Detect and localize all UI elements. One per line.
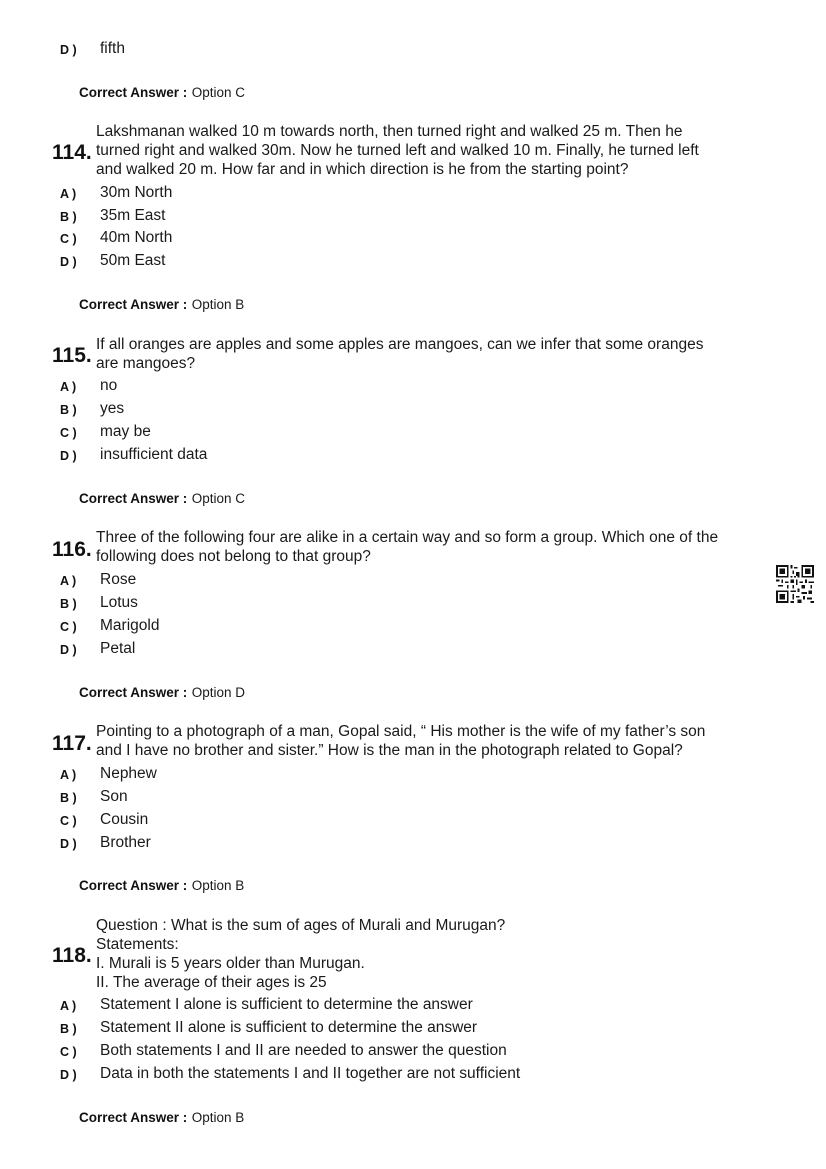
option-letter: B )	[60, 210, 77, 224]
correct-answer-row	[79, 1109, 244, 1127]
option-letter: C )	[60, 620, 77, 634]
question-text-line: Three of the following four are alike in a certain way and so form a group. Which one of the	[96, 529, 719, 546]
correct-answer-row	[79, 296, 244, 314]
option-text: fifth	[100, 40, 125, 57]
option-letter: C )	[60, 1045, 77, 1059]
option-text: 35m East	[100, 207, 166, 224]
question-number: 115.	[52, 344, 92, 367]
correct-answer-label: Correct Answer :	[79, 85, 188, 100]
option-text: Statement I alone is sufficient to determine the answer	[100, 996, 473, 1013]
correct-answer-row	[79, 877, 244, 895]
option-letter: A )	[60, 999, 77, 1013]
option-letter: A )	[60, 380, 77, 394]
option-letter: C )	[60, 232, 77, 246]
question-number: 118.	[52, 944, 92, 967]
correct-answer-value: Option C	[191, 85, 246, 100]
correct-answer-value: Option C	[191, 491, 246, 506]
option-text: yes	[100, 400, 125, 417]
question-text-line: I. Murali is 5 years older than Murugan.	[96, 955, 365, 972]
option-letter: B )	[60, 403, 77, 417]
question-text-line: Pointing to a photograph of a man, Gopal said, “ His mother is the wife of my father’s son	[96, 723, 706, 740]
option-text: Lotus	[100, 594, 138, 611]
option-text: 40m North	[100, 229, 173, 246]
option-text: Data in both the statements I and II together are not sufficient	[100, 1065, 521, 1082]
question-number: 117.	[52, 732, 92, 755]
option-text: Son	[100, 788, 128, 805]
question-text-line: If all oranges are apples and some apples are mangoes, can we infer that some oranges	[96, 336, 704, 353]
correct-answer-label: Correct Answer :	[79, 878, 188, 893]
option-letter: D )	[60, 449, 77, 463]
option-text: Marigold	[100, 617, 160, 634]
correct-answer-label: Correct Answer :	[79, 297, 188, 312]
option-text: Cousin	[100, 811, 149, 828]
option-letter: B )	[60, 1022, 77, 1036]
question-text-line: are mangoes?	[96, 355, 196, 372]
question-text-line: and I have no brother and sister.” How is the man in the photograph related to Gopal?	[96, 742, 683, 759]
correct-answer-row	[79, 84, 245, 102]
question-text-line: Question : What is the sum of ages of Murali and Murugan?	[96, 917, 506, 934]
option-text: may be	[100, 423, 151, 440]
option-text: insufficient data	[100, 446, 208, 463]
option-text: Nephew	[100, 765, 157, 782]
option-text: no	[100, 377, 118, 394]
option-letter: B )	[60, 597, 77, 611]
option-letter: A )	[60, 574, 77, 588]
option-text: 50m East	[100, 252, 166, 269]
option-letter: C )	[60, 426, 77, 440]
option-letter: D )	[60, 837, 77, 851]
option-letter: D )	[60, 43, 77, 57]
question-number: 114.	[52, 141, 92, 164]
option-text: Rose	[100, 571, 137, 588]
option-text: 30m North	[100, 184, 173, 201]
question-text-line: and walked 20 m. How far and in which direction is he from the starting point?	[96, 161, 629, 178]
question-text-line: II. The average of their ages is 25	[96, 974, 327, 991]
option-letter: A )	[60, 768, 77, 782]
option-text: Petal	[100, 640, 136, 657]
option-letter: A )	[60, 187, 77, 201]
question-number: 116.	[52, 538, 92, 561]
correct-answer-value: Option B	[191, 297, 245, 312]
option-letter: C )	[60, 814, 77, 828]
question-text-line: following does not belong to that group?	[96, 548, 371, 565]
qr-code-icon	[776, 565, 814, 603]
option-letter: D )	[60, 1068, 77, 1082]
option-text: Statement II alone is sufficient to determine the answer	[100, 1019, 478, 1036]
option-text: Both statements I and II are needed to answer the question	[100, 1042, 507, 1059]
correct-answer-value: Option B	[191, 878, 245, 893]
question-text-line: Statements:	[96, 936, 179, 953]
option-letter: B )	[60, 791, 77, 805]
question-text-line: turned right and walked 30m. Now he turned left and walked 10 m. Finally, he turned left	[96, 142, 699, 159]
correct-answer-row	[79, 684, 245, 702]
correct-answer-label: Correct Answer :	[79, 1110, 188, 1125]
question-text-line: Lakshmanan walked 10 m towards north, then turned right and walked 25 m. Then he	[96, 123, 683, 140]
correct-answer-row	[79, 490, 245, 508]
correct-answer-value: Option D	[191, 685, 246, 700]
correct-answer-value: Option B	[191, 1110, 245, 1125]
correct-answer-label: Correct Answer :	[79, 685, 188, 700]
correct-answer-label: Correct Answer :	[79, 491, 188, 506]
option-letter: D )	[60, 255, 77, 269]
option-text: Brother	[100, 834, 151, 851]
option-letter: D )	[60, 643, 77, 657]
